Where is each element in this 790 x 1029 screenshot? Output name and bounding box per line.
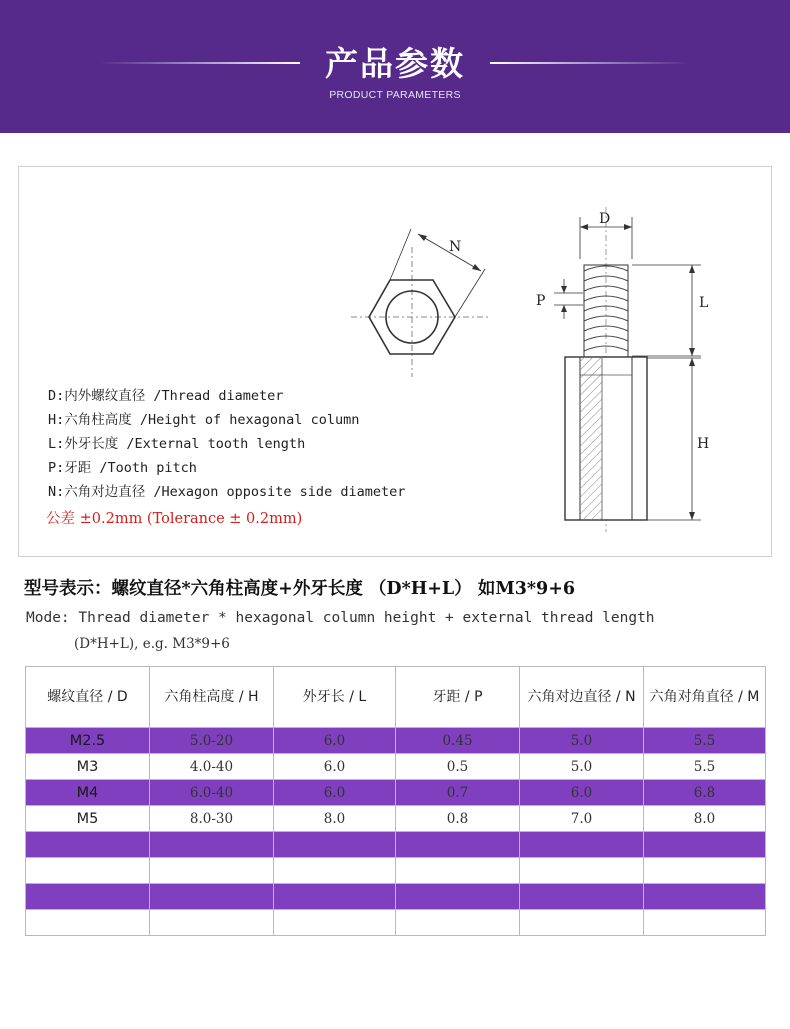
label-h: H	[697, 436, 710, 452]
table-cell	[26, 910, 150, 936]
legend-item-d: D:内外螺纹直径 /Thread diameter	[48, 388, 284, 404]
table-cell: M2.5	[26, 728, 150, 754]
table-cell	[396, 910, 520, 936]
table-cell	[520, 858, 644, 884]
table-cell	[644, 910, 766, 936]
table-row	[26, 728, 766, 754]
table-cell: 5.0	[520, 728, 644, 754]
table-cell: 5.0-20	[150, 728, 274, 754]
table-cell	[396, 884, 520, 910]
table-cell	[274, 832, 396, 858]
table-row	[26, 832, 766, 858]
table-cell	[26, 884, 150, 910]
table-cell	[520, 910, 644, 936]
table-cell: 6.0	[274, 780, 396, 806]
table-cell: 5.0	[520, 754, 644, 780]
label-p: P	[536, 293, 546, 309]
page-subtitle: PRODUCT PARAMETERS	[329, 89, 461, 101]
hexagon-top-view	[351, 229, 491, 377]
table-cell	[150, 884, 274, 910]
table-cell: 8.0	[274, 806, 396, 832]
standoff-side-view	[536, 207, 709, 532]
column-header: 外牙长 / L	[274, 667, 396, 728]
table-cell	[150, 832, 274, 858]
table-row	[26, 884, 766, 910]
table-row	[26, 910, 766, 936]
table-cell	[26, 832, 150, 858]
table-cell: 0.7	[396, 780, 520, 806]
table-cell: 7.0	[520, 806, 644, 832]
table-cell	[150, 910, 274, 936]
dimension-diagram	[18, 166, 772, 557]
table-cell	[274, 884, 396, 910]
column-header: 六角对边直径 / N	[520, 667, 644, 728]
legend-item-l: L:外牙长度 /External tooth length	[48, 436, 306, 452]
column-header: 六角对角直径 / M	[644, 667, 766, 728]
table-cell	[396, 858, 520, 884]
table-cell: 4.0-40	[150, 754, 274, 780]
model-designation-english: Mode: Thread diameter * hexagonal column height + external thread length	[26, 610, 655, 626]
header-banner	[0, 0, 790, 133]
legend-item-n: N:六角对边直径 /Hexagon opposite side diameter	[48, 484, 406, 500]
tolerance-note: 公差 ±0.2mm (Tolerance ± 0.2mm)	[46, 511, 303, 527]
table-cell: M4	[26, 780, 150, 806]
spec-table	[25, 666, 766, 936]
label-d: D	[599, 211, 611, 227]
table-cell: 8.0	[644, 806, 766, 832]
table-cell: 0.5	[396, 754, 520, 780]
table-cell: M5	[26, 806, 150, 832]
table-row	[26, 754, 766, 780]
table-cell	[644, 832, 766, 858]
table-cell: 6.8	[644, 780, 766, 806]
table-header-row	[26, 667, 766, 728]
label-l: L	[699, 295, 709, 311]
table-row	[26, 858, 766, 884]
table-cell	[644, 884, 766, 910]
table-cell: 6.0-40	[150, 780, 274, 806]
column-header: 牙距 / P	[396, 667, 520, 728]
table-cell: M3	[26, 754, 150, 780]
dimension-legend	[48, 384, 405, 504]
table-cell	[644, 858, 766, 884]
table-cell	[274, 858, 396, 884]
table-cell: 5.5	[644, 754, 766, 780]
legend-item-p: P:牙距 /Tooth pitch	[48, 460, 197, 476]
model-designation-example: (D*H+L), e.g. M3*9+6	[74, 636, 230, 652]
table-cell: 6.0	[274, 754, 396, 780]
table-cell	[520, 832, 644, 858]
table-cell	[150, 858, 274, 884]
table-cell	[26, 858, 150, 884]
table-cell: 6.0	[274, 728, 396, 754]
table-row	[26, 806, 766, 832]
table-cell	[396, 832, 520, 858]
page-title: 产品参数	[325, 44, 465, 83]
table-cell: 0.8	[396, 806, 520, 832]
table-row	[26, 780, 766, 806]
table-cell	[274, 910, 396, 936]
table-cell: 8.0-30	[150, 806, 274, 832]
label-n: N	[449, 239, 462, 255]
table-cell	[520, 884, 644, 910]
column-header: 螺纹直径 / D	[26, 667, 150, 728]
column-header: 六角柱高度 / H	[150, 667, 274, 728]
legend-item-h: H:六角柱高度 /Height of hexagonal column	[48, 412, 360, 428]
table-cell: 5.5	[644, 728, 766, 754]
table-cell: 0.45	[396, 728, 520, 754]
table-cell: 6.0	[520, 780, 644, 806]
model-designation-title: 型号表示：螺纹直径*六角柱高度+外牙长度 （D*H+L） 如M3*9+6	[24, 579, 576, 599]
